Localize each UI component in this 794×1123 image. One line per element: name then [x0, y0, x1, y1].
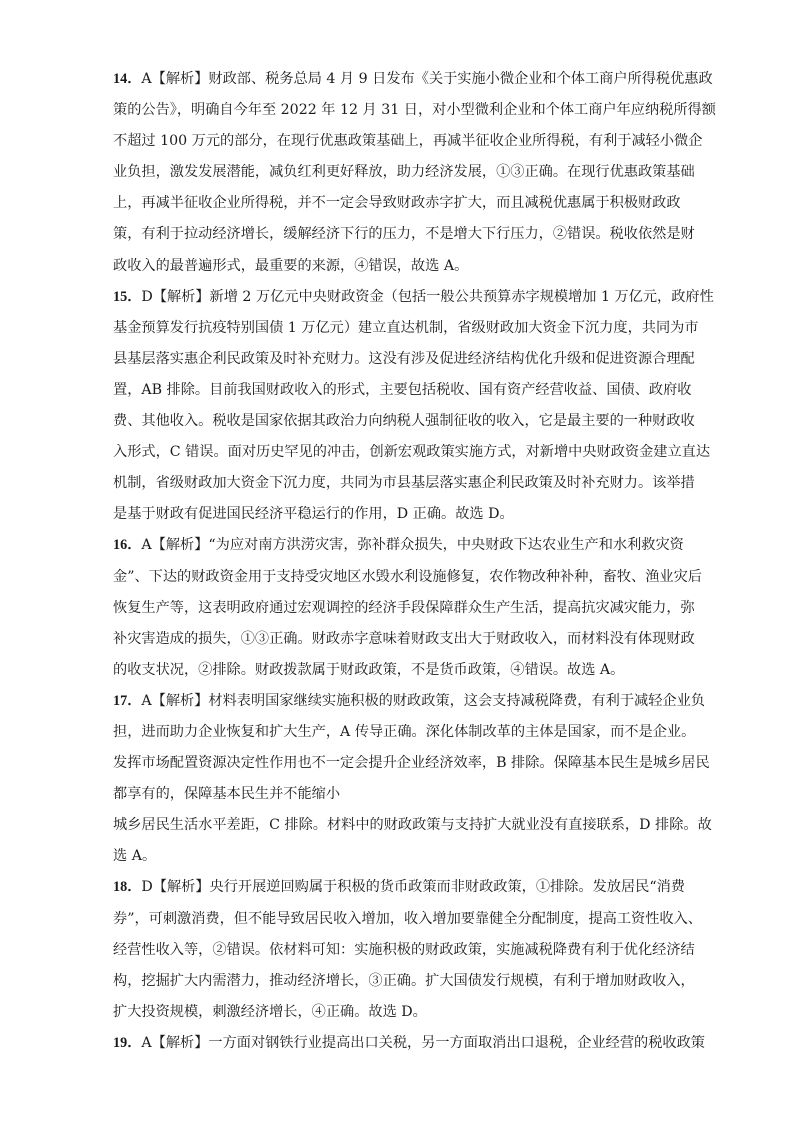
answer-15-line-6: 入形式，C 错误。面对历史罕见的冲击，创新宏观政策实施方式，对新增中央财政资金建立直达 — [113, 444, 711, 461]
answer-17-line-4: 都享有的，保障基本民生并不能缩小 — [113, 786, 341, 803]
answer-14-line-7: 政收入的最普遍形式，最重要的来源，④错误，故选 A。 — [113, 257, 469, 274]
answer-14-line-4: 业负担，激发发展潜能，减负红利更好释放，助力经济发展，①③正确。在现行优惠政策基础 — [113, 164, 695, 181]
answer-17-number: 17． — [113, 692, 142, 709]
answer-18-number: 18． — [113, 879, 142, 896]
answer-14-number: 14． — [113, 71, 142, 87]
answer-16-line-4: 补灾害造成的损失，①③正确。财政赤字意味着财政支出大于财政收入，而材料没有体现财政 — [113, 630, 695, 647]
answer-18-line-4: 构，挖掘扩大内需潜力，推动经济增长，③正确。扩大国债发行规模，有利于增加财政收入， — [113, 972, 695, 989]
answer-14-line-1: 14．A【解析】财政部、税务总局 4 月 9 日发布《关于实施小微企业和个体工商户所得税优惠政 — [113, 71, 713, 87]
answer-17-line-6: 选 A。 — [113, 848, 157, 865]
answer-16-line-5: 的收支状况，②排除。财政拨款属于财政政策，不是货币政策，④错误。故选 A。 — [113, 661, 625, 678]
answer-14-line-3: 不超过 100 万元的部分，在现行优惠政策基础上，再减半征收企业所得税，有利于减轻小微企 — [113, 133, 703, 150]
answer-17-line-3: 发挥市场配置资源决定性作用也不一定会提升企业经济效率，B 排除。保障基本民生是城乡居民 — [113, 755, 710, 772]
answer-18-line-2: 券”，可刺激消费，但不能导致居民收入增加，收入增加要靠健全分配制度，提高工资性收入、 — [113, 910, 702, 927]
answer-19-number: 19． — [113, 1034, 142, 1051]
answer-15-line-5: 费、其他收入。税收是国家依据其政治力向纳税人强制征收的收入，它是最主要的一种财政收 — [113, 413, 695, 430]
answer-16-line-3: 恢复生产等，这表明政府通过宏观调控的经济手段保障群众生产生活，提高抗灾减灾能力，弥 — [113, 599, 695, 616]
answer-15-number: 15． — [113, 288, 142, 305]
answer-15-line-2: 基金预算发行抗疫特别国债 1 万亿元）建立直达机制，省级财政加大资金下沉力度，共同为市 — [113, 319, 699, 336]
answer-17-line-2: 担，进而助力企业恢复和扩大生产，A 传导正确。深化体制改革的主体是国家，而不是企业。 — [113, 723, 696, 740]
answer-14-line-6: 策，有利于拉动经济增长，缓解经济下行的压力，不是增大下行压力，②错误。税收依然是财 — [113, 226, 695, 243]
answer-18-line-1: 18．D【解析】央行开展逆回购属于积极的货币政策而非财政政策，①排除。发放居民“消费 — [113, 879, 685, 896]
answer-16-line-1: 16．A【解析】“为应对南方洪涝灾害，弥补群众损失，中央财政下达农业生产和水利救灾资 — [113, 537, 684, 554]
answer-18-line-5: 扩大投资规模，刺激经济增长，④正确。故选 D。 — [113, 1003, 427, 1020]
answer-15-line-1: 15．D【解析】新增 2 万亿元中央财政资金（包括一般公共预算赤字规模增加 1 万亿元，政府性 — [113, 288, 714, 305]
answer-19-line-1: 19．A【解析】一方面对钢铁行业提高出口关税，另一方面取消出口退税，企业经营的税收政策 — [113, 1034, 705, 1051]
answer-15-line-4: 置，AB 排除。目前我国财政收入的形式，主要包括税收、国有资产经营收益、国债、政府收 — [113, 381, 692, 398]
answer-15-line-3: 县基层落实惠企利民政策及时补充财力。这没有涉及促进经济结构优化升级和促进资源合理配 — [113, 350, 695, 367]
answer-16-number: 16． — [113, 537, 142, 554]
answer-14-line-5: 上，再减半征收企业所得税，并不一定会导致财政赤字扩大，而且减税优惠属于积极财政政 — [113, 195, 681, 212]
answer-17-line-5: 城乡居民生活水平差距，C 排除。材料中的财政政策与支持扩大就业没有直接联系，D 排除。故 — [113, 817, 712, 834]
answer-16-line-2: 金”、下达的财政资金用于支持受灾地区水毁水利设施修复，农作物改种补种，畜牧、渔业灾后 — [113, 568, 702, 585]
answer-17-line-1: 17．A【解析】材料表明国家继续实施积极的财政政策，这会支持减税降费，有利于减轻企业负 — [113, 692, 705, 709]
answer-15-line-8: 是基于财政有促进国民经济平稳运行的作用，D 正确。故选 D。 — [113, 506, 514, 523]
answer-14-line-2: 策的公告》，明确自今年至 2022 年 12 月 31 日，对小型微利企业和个体工商户年应纳税所得额 — [113, 102, 716, 119]
answer-18-line-3: 经营性收入等，②错误。依材料可知：实施积极的财政政策，实施减税降费有利于优化经济结 — [113, 941, 695, 958]
answer-15-line-7: 机制，省级财政加大资金下沉力度，共同为市县基层落实惠企利民政策及时补充财力。该举措 — [113, 475, 695, 492]
